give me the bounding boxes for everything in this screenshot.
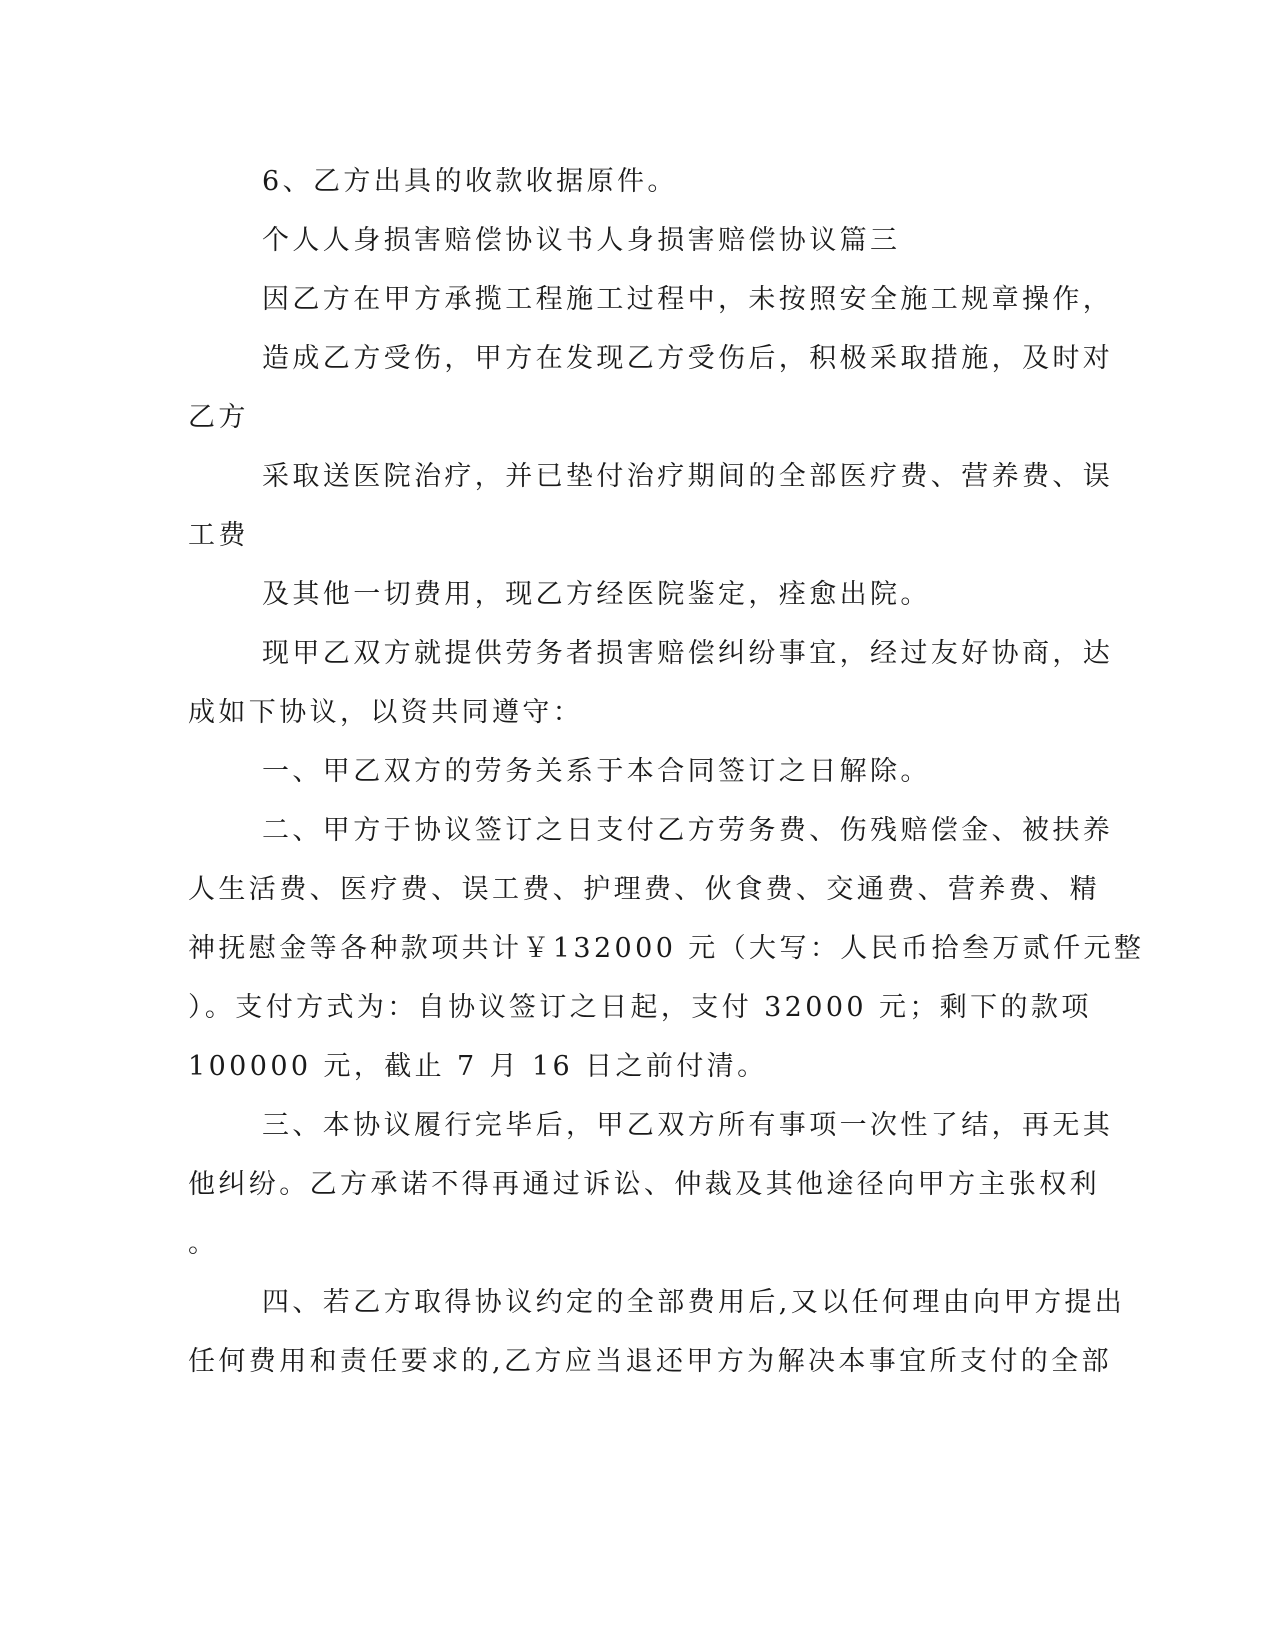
text-line: 工费	[188, 520, 249, 551]
clause-1: 一、甲乙双方的劳务关系于本合同签订之日解除。	[262, 756, 931, 787]
text-line: 他纠纷。乙方承诺不得再通过诉讼、仲裁及其他途径向甲方主张权利	[188, 1169, 1100, 1200]
text-line: 神抚慰金等各种款项共计￥132000 元（大写：人民币拾叁万贰仟元整	[188, 933, 1145, 964]
text-line: 采取送医院治疗，并已垫付治疗期间的全部医疗费、营养费、误	[262, 461, 1114, 492]
text-line: 成如下协议，以资共同遵守：	[188, 697, 584, 728]
text-line: 因乙方在甲方承揽工程施工过程中，未按照安全施工规章操作，	[262, 284, 1114, 315]
text-line: 。	[188, 1228, 219, 1259]
text-line: 乙方	[188, 402, 249, 433]
section-heading: 个人人身损害赔偿协议书人身损害赔偿协议篇三	[262, 225, 901, 256]
clause-2: 二、甲方于协议签订之日支付乙方劳务费、伤残赔偿金、被扶养	[262, 815, 1114, 846]
clause-4: 四、若乙方取得协议约定的全部费用后,又以任何理由向甲方提出	[262, 1287, 1126, 1318]
text-line: 现甲乙双方就提供劳务者损害赔偿纠纷事宜，经过友好协商，达	[262, 638, 1114, 669]
text-line: 造成乙方受伤，甲方在发现乙方受伤后，积极采取措施，及时对	[262, 343, 1114, 374]
text-line: 100000 元，截止 7 月 16 日之前付清。	[188, 1051, 768, 1082]
text-line: 任何费用和责任要求的,乙方应当退还甲方为解决本事宜所支付的全部	[188, 1346, 1112, 1377]
text-line: 及其他一切费用，现乙方经医院鉴定，痊愈出院。	[262, 579, 931, 610]
text-line: ）。支付方式为：自协议签订之日起，支付 32000 元；剩下的款项	[188, 992, 1092, 1023]
clause-3: 三、本协议履行完毕后，甲乙双方所有事项一次性了结，再无其	[262, 1110, 1114, 1141]
text-line: 6、乙方出具的收款收据原件。	[262, 166, 678, 197]
text-line: 人生活费、医疗费、误工费、护理费、伙食费、交通费、营养费、精	[188, 874, 1100, 905]
